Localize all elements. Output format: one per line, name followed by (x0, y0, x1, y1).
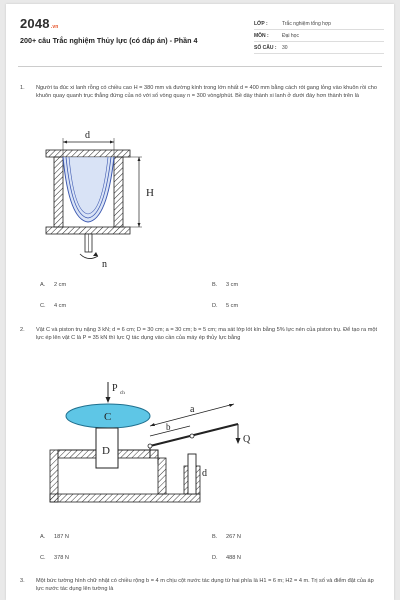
logo-text: 2048 (20, 16, 50, 31)
label-C: C (104, 411, 112, 423)
option-text: 187 N (54, 534, 69, 540)
label-d-small: d (202, 468, 207, 479)
option-c[interactable] (40, 555, 69, 561)
option-letter: C. (40, 303, 46, 309)
option-text: 378 N (54, 555, 69, 561)
label-Q: Q (243, 434, 251, 445)
site-logo[interactable] (20, 16, 59, 31)
document-page (6, 4, 394, 600)
option-text: 2 cm (54, 282, 67, 288)
option-letter: D. (212, 303, 218, 309)
meta-row-count (254, 42, 384, 54)
option-letter: B. (212, 534, 218, 540)
option-d[interactable] (212, 303, 238, 309)
question-1 (20, 84, 382, 100)
question-text: Vật C và piston trụ nặng 3 kN; d = 6 cm; D = 30 cm; a = 30 cm; b = 5 cm; ma sát lớp lót kín bằng 5% lực nén của piston trụ. Để tạo ra một lực ép lên vật C là P = 35 kN thì lực Q tác dụng vào cần của máy ép thủy lực bằng (36, 327, 378, 342)
header-divider (18, 66, 382, 67)
option-letter: A. (40, 282, 46, 288)
figure-rotating-cylinder (36, 124, 176, 274)
label-d: d (85, 130, 90, 141)
question-2 (20, 326, 382, 342)
option-a[interactable] (40, 282, 66, 288)
option-text: 3 cm (226, 282, 239, 288)
option-a[interactable] (40, 534, 69, 540)
option-b[interactable] (212, 534, 241, 540)
question-text: Người ta đúc xi lanh rỗng có chiều cao H = 380 mm và đường kính trong lớn nhất d = 400 mm bằng cách rót gang lỏng vào khuôn rồi cho khuôn quay quanh trục thẳng đứng của nó với số vòng quay n = 300 vòng/phút. Bề dày thành xi lanh ở dưới đáy hơn thành trên là (36, 85, 377, 100)
option-b[interactable] (212, 282, 238, 288)
option-letter: D. (212, 555, 218, 561)
label-P-sub: ch (120, 391, 125, 396)
label-n: n (102, 259, 107, 270)
label-H: H (146, 187, 154, 199)
label-b: b (166, 422, 171, 432)
question-3 (20, 577, 382, 593)
question-number: 3. (20, 578, 25, 584)
document-title: 200+ câu Trắc nghiệm Thủy lực (có đáp án) - Phần 4 (20, 36, 198, 45)
option-text: 488 N (226, 555, 241, 561)
figure-hydraulic-press (38, 376, 268, 506)
option-d[interactable] (212, 555, 241, 561)
question-text: Một bức tường hình chữ nhật có chiều rộng b = 4 m chịu cột nước tác dụng từ hai phía là H1 = 6 m; H2 = 4 m. Trị số và điểm đặt của áp lực nước tác dụng lên tường là (36, 578, 374, 593)
option-letter: C. (40, 555, 46, 561)
meta-row-subject (254, 30, 384, 42)
meta-value: Trắc nghiệm tổng hợp (282, 20, 331, 27)
meta-key: SỐ CÂU : (254, 44, 277, 51)
option-letter: A. (40, 534, 46, 540)
option-letter: B. (212, 282, 218, 288)
option-text: 267 N (226, 534, 241, 540)
logo-suffix: .vn (50, 24, 59, 30)
option-c[interactable] (40, 303, 66, 309)
label-D: D (102, 445, 110, 457)
meta-key: LỚP : (254, 20, 268, 27)
question-number: 1. (20, 85, 25, 91)
question-number: 2. (20, 327, 25, 333)
label-a: a (190, 404, 195, 415)
meta-row-class (254, 18, 384, 30)
meta-value: 30 (282, 44, 288, 51)
meta-value: Đại học (282, 32, 299, 39)
label-P: P (112, 383, 118, 394)
meta-table (254, 18, 384, 54)
option-text: 5 cm (226, 303, 239, 309)
meta-key: MÔN : (254, 32, 269, 39)
option-text: 4 cm (54, 303, 67, 309)
